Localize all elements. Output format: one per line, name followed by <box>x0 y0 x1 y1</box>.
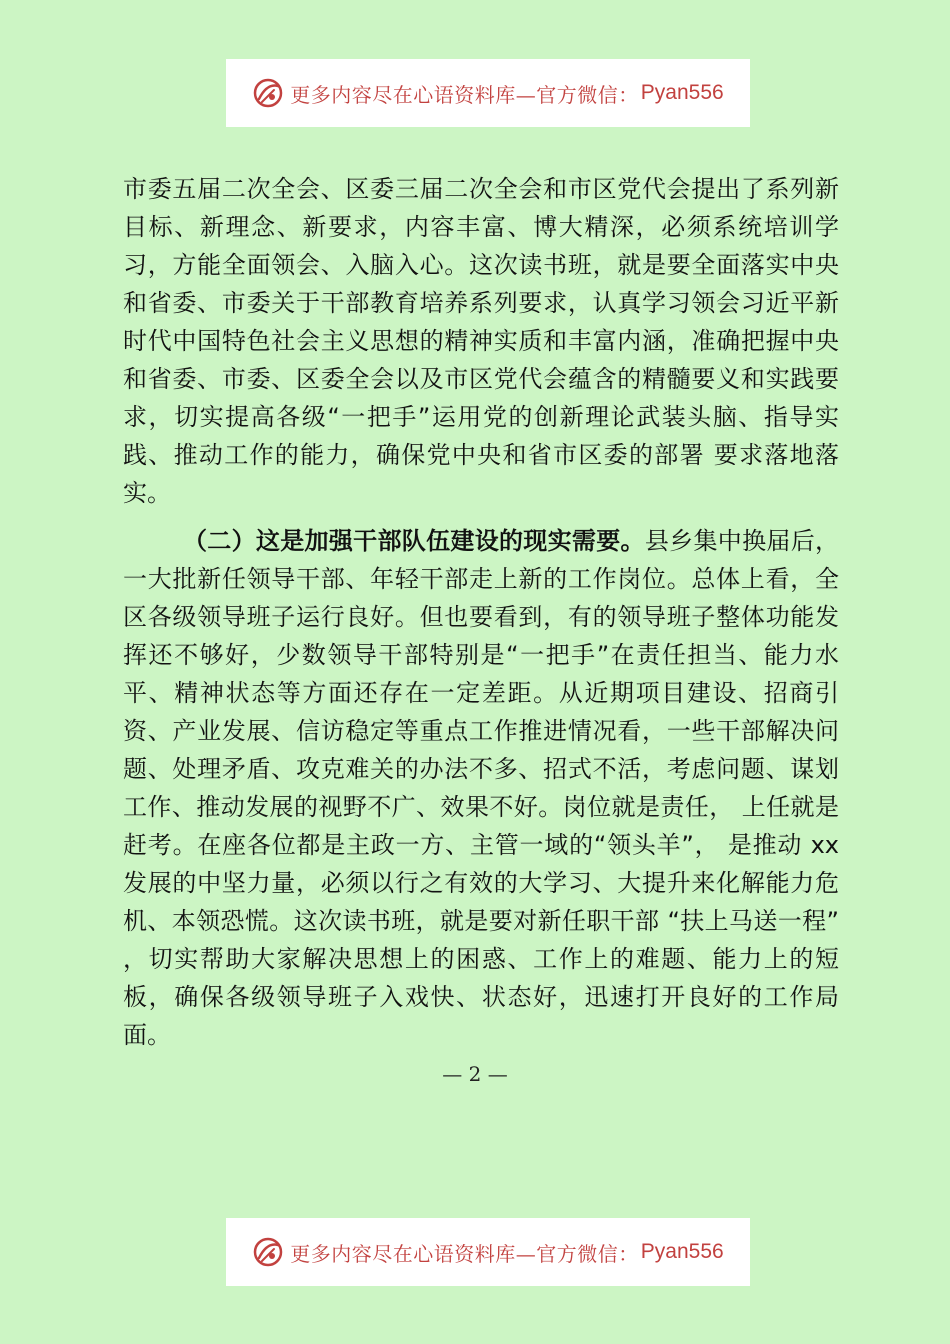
logo-icon <box>252 77 284 109</box>
wechat-id: Pyan556 <box>640 1240 724 1263</box>
logo-icon <box>252 1236 284 1268</box>
document-body <box>123 170 839 1054</box>
page-number: — 2 — <box>442 1062 508 1086</box>
banner-text: 更多内容尽在心语资料库—官方微信： <box>290 82 639 107</box>
footer-banner <box>226 1218 750 1286</box>
paragraph-2-body: 县乡集中换届后，一大批新任领导干部、年轻干部走上新的工作岗位。总体上看，全区各级领导班子运行良好。但也要看到，有的领导班子整体功能发挥还不够好，少数领导干部特别是“一把手”在责任担当、能力水平、精神状态等方面还存在一定差距。从近期项目建设、招商引资、产业发展、信访稳定等重点工作推进情况看，一些干部解决问题、处理矛盾、攻克难关的办法不多、招式不活，考虑问题、谋划工作、推动发展的视野不广、效果不好。岗位就是责任， 上任就是赶考。在座各位都是主政一方、主管一域的“领头羊”， 是推动 xx 发展的中坚力量，必须以行之有效的大学习、大提升来化解能力危机、本领恐慌。这次读书班，就是要对新任职干部 “扶上马送一程” ，切实帮助大家解决思想上的困惑、工作上的难题、能力上的短板，确保各级领导班子入戏快、状态好，迅速打开良好的工作局面。 <box>123 527 840 1049</box>
header-banner <box>226 59 750 127</box>
paragraph-1-body: 市委五届二次全会、区委三届二次全会和市区党代会提出了系列新目标、新理念、新要求，内容丰富、博大精深，必须系统培训学习，方能全面领会、入脑入心。这次读书班，就是要全面落实中央和省委、市委关于干部教育培养系列要求，认真学习领会习近平新时代中国特色社会主义思想的精神实质和丰富内涵，准确把握中央和省委、市委、区委全会以及市区党代会蕴含的精髓要义和实践要求，切实提高各级“一把手”运用党的创新理论武装头脑、指导实践、推动工作的能力，确保党中央和省市区委的部署 要求落地落实。 <box>123 175 839 507</box>
paragraph-2 <box>123 522 839 1054</box>
paragraph-2-heading: （二）这是加强干部队伍建设的现实需要。 <box>183 527 645 555</box>
banner-text: 更多内容尽在心语资料库—官方微信： <box>290 1241 639 1266</box>
paragraph-1 <box>123 170 839 512</box>
wechat-id: Pyan556 <box>640 81 724 104</box>
